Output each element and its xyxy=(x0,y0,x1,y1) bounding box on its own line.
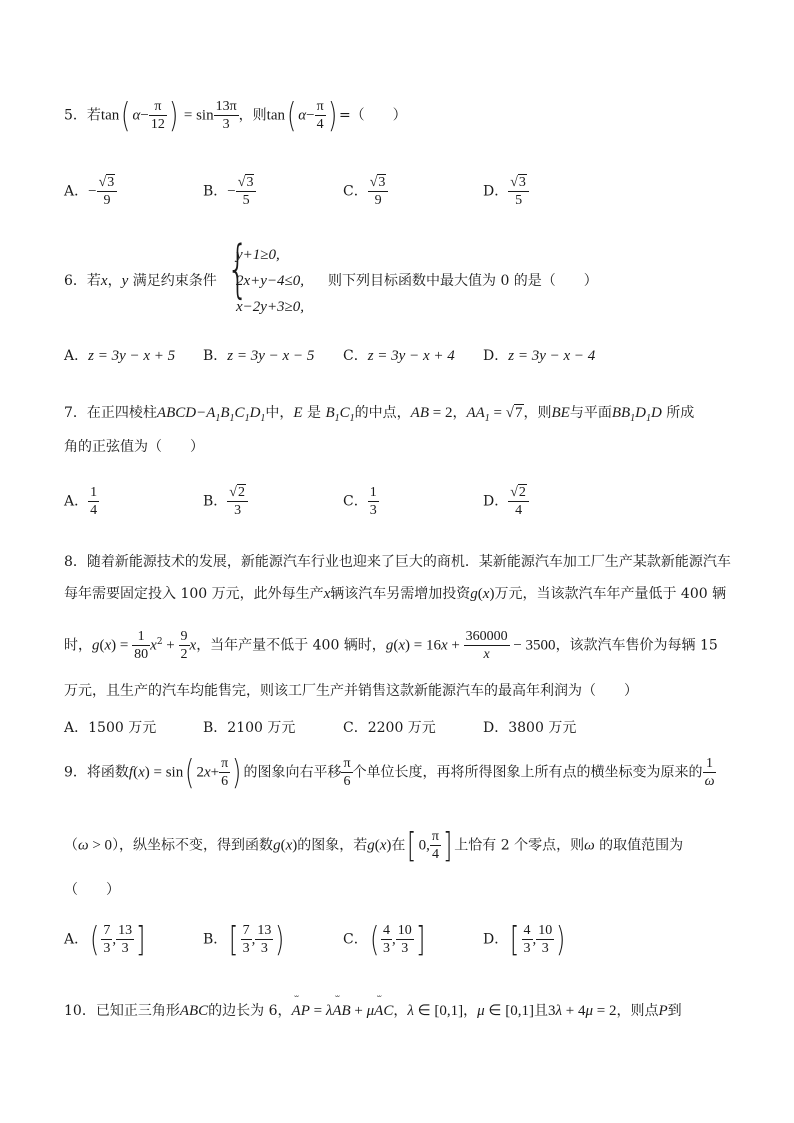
q8-option-a[interactable]: A．1500 万元 xyxy=(64,720,157,736)
q8-option-b[interactable]: B．2100 万元 xyxy=(203,720,296,736)
question-7-line-2: 角的正弦值为（ ） xyxy=(64,439,204,455)
question-8-line-2: 每年需要固定投入 100 万元，此外每生产x辆该汽车另需增加投资g(x)万元，当该款汽车年产量低于 400 辆 xyxy=(64,586,727,602)
constraint-system: y+1≥0, 2x+y−4≤0, x−2y+3≥0, xyxy=(236,247,305,315)
q7-option-a[interactable]: A． $\frac{1}{4}$ xyxy=(64,485,98,518)
q5-option-b[interactable]: B．− $\frac{√3}{5}$ xyxy=(203,174,256,209)
q9-option-a[interactable]: A．( $\frac{7}{3}$ , $\frac{13}{3}$ ] xyxy=(64,919,146,960)
question-6-stem-a: 6．若x，y 满足约束条件 xyxy=(64,273,217,289)
question-8-line-4: 万元，且生产的汽车均能售完，则该工厂生产并销售这款新能源汽车的最高年利润为（ ） xyxy=(64,683,638,699)
q8-option-c[interactable]: C．2200 万元 xyxy=(343,720,436,736)
question-7-line-1: 7．在正四棱柱$ABCD-A_1B_1C_1D_1$中，E 是 $B_1C_1$的中点，AB = 2，$AA_1 = √7$，则BE与平面$BB_1D_1D$ 所成 xyxy=(64,405,695,424)
q6-option-a[interactable]: A．z = 3y − x + 5 xyxy=(64,348,176,364)
q9-option-b[interactable]: B．[ $\frac{7}{3}$ , $\frac{13}{3}$ ) xyxy=(203,919,285,960)
question-8-line-1: 8．随着新能源技术的发展，新能源汽车行业也迎来了巨大的商机．某新能源汽车加工厂生产某款新能源汽车 xyxy=(64,554,731,570)
q6-option-b[interactable]: B．z = 3y − x − 5 xyxy=(203,348,315,364)
q9-option-c[interactable]: C．( $\frac{4}{3}$ , $\frac{10}{3}$ ] xyxy=(343,919,426,960)
q5-option-a[interactable]: A．− $\frac{√3}{9}$ xyxy=(64,174,117,209)
q5-option-c[interactable]: C． $\frac{√3}{9}$ xyxy=(343,174,388,209)
question-5-stem: 5．若tan( α− $\frac{\pi}{12}$ ) = sin $\frac{13\pi}{3}$ ，则tan( α− $\frac{\pi}{4}$ ) =（ ） xyxy=(64,95,407,136)
q6-option-d[interactable]: D．z = 3y − x − 4 xyxy=(483,348,596,364)
q7-option-b[interactable]: B． $\frac{√2}{3}$ xyxy=(203,484,248,519)
question-9-line-3: （ ） xyxy=(64,882,120,898)
question-6-stem-b: 则下列目标函数中最大值为 0 的是（ ） xyxy=(328,273,598,289)
question-10-line-1: 10．已知正三角形ABC的边长为 6，˘˘ AP = λ˘˘ AB + μ˘˘ AC，λ ∈ [0,1]，μ ∈ [0,1]且3λ + 4μ = 2，则点P到 xyxy=(64,1000,682,1020)
q8-option-d[interactable]: D．3800 万元 xyxy=(483,720,577,736)
question-8-line-3: 时，g(x) = $\frac{1}{80}$ $x^2$ + $\frac{9}{2}$ x，当年产量不低于 400 辆时，g(x) = 16x + $\frac{360000}{x}$ − 3500，该款汽车售价为每辆 15 xyxy=(64,629,718,662)
question-9-line-2: （ω > 0），纵坐标不变，得到函数g(x)的图象，若g(x)在[ 0, $\frac{\pi}{4}$ ] 上恰有 2 个零点，则ω 的取值范围为 xyxy=(64,825,684,866)
q9-option-d[interactable]: D．[ $\frac{4}{3}$ , $\frac{10}{3}$ ) xyxy=(483,919,566,960)
q6-option-c[interactable]: C．z = 3y − x + 4 xyxy=(343,348,455,364)
q5-option-d[interactable]: D． $\frac{√3}{5}$ xyxy=(483,174,529,209)
question-9-line-1: 9．将函数f(x) = sin( 2x+ $\frac{\pi}{6}$ ) 的图象向右平移 $\frac{\pi}{6}$ 个单位长度，再将所得图象上所有点的横坐标变为原来的 $\frac{1}{\omega}$ xyxy=(64,752,715,793)
q7-option-c[interactable]: C． $\frac{1}{3}$ xyxy=(343,485,377,518)
q7-option-d[interactable]: D． $\frac{√2}{4}$ xyxy=(483,484,529,519)
constraint-brace: { xyxy=(226,232,249,305)
